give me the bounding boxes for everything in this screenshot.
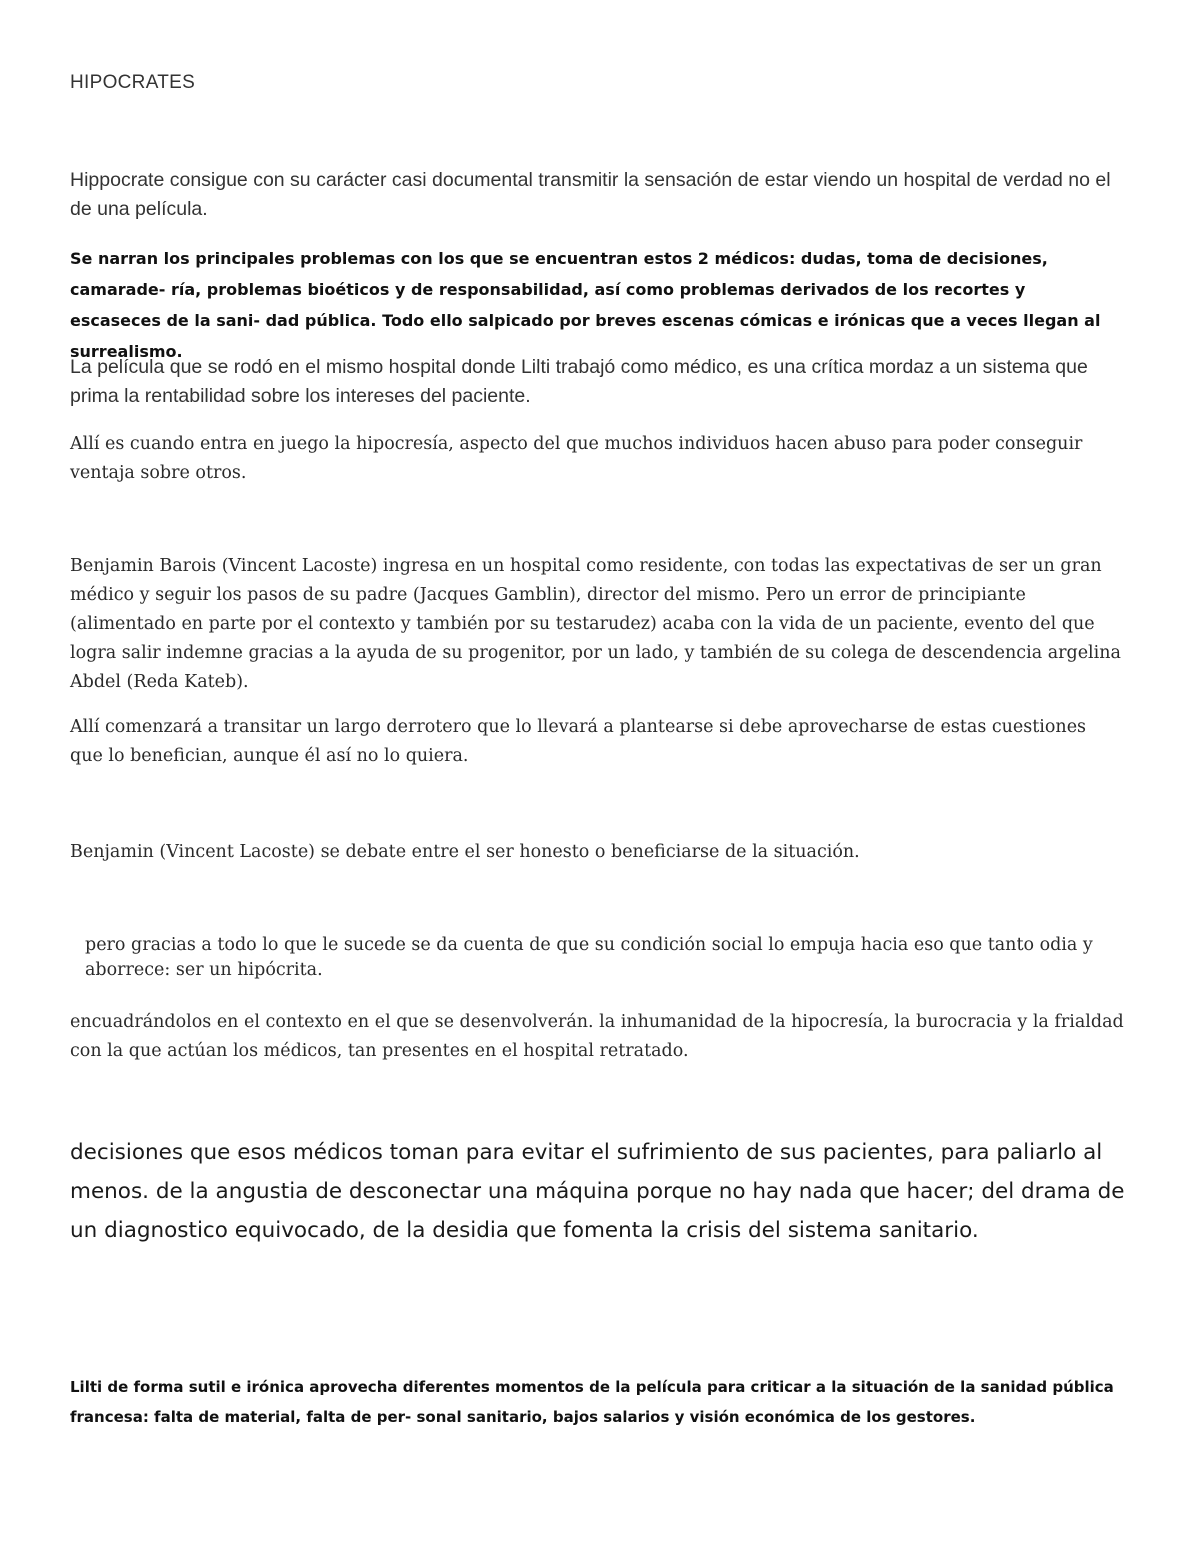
paragraph-documentary-intro: Hippocrate consigue con su carácter casi documental transmitir la sensación de estar viendo un hospital de verdad no el de una película.	[70, 169, 1111, 220]
paragraph-conclusion: Lilti de forma sutil e irónica aprovecha diferentes momentos de la película para criticar a la situación de la sanidad pública francesa: falta de material, falta de per- sonal sanitario, bajos salarios y visión económica de los gestores.	[70, 1378, 1114, 1426]
paragraph-plot: Benjamin Barois (Vincent Lacoste) ingresa en un hospital como residente, con todas las expectativas de ser un gran médico y seguir los pasos de su padre (Jacques Gamblin), director del mismo. Pero un error de principiante (alimentado en parte por el contexto y también por su testarudez) acaba con la vida de un paciente, evento del que logra salir indemne gracias a la ayuda de su progenitor, por un lado, y también de su colega de descendencia argelina Abdel (Reda Kateb).	[70, 556, 1121, 692]
paragraph-problems-summary: Se narran los principales problemas con los que se encuentran estos 2 médicos: dudas, toma de decisiones, camarade- ría, problemas bioéticos y de responsabilidad, así como problemas derivados de los recortes y escaseces de la sani- dad pública. Todo ello salpicado por breves escenas cómicas e irónicas que a veces llegan al surrealismo.	[70, 249, 1101, 361]
paragraph-context: encuadrándolos en el contexto en el que se desenvolverán. la inhumanidad de la hipocresía, la burocracia y la frialdad con la que actúan los médicos, tan presentes en el hospital retratado.	[70, 1012, 1124, 1061]
document-title: HIPOCRATES	[70, 72, 196, 93]
paragraph-critique: La película que se rodó en el mismo hospital donde Lilti trabajó como médico, es una crítica mordaz a un sistema que prima la rentabilidad sobre los intereses del paciente.	[70, 356, 1088, 407]
paragraph-hypocrisy: Allí es cuando entra en juego la hipocresía, aspecto del que muchos individuos hacen abuso para poder conseguir ventaja sobre otros.	[70, 434, 1083, 483]
paragraph-decisions: decisiones que esos médicos toman para evitar el sufrimiento de sus pacientes, para paliarlo al menos. de la angustia de desconectar una máquina porque no hay nada que hacer; del drama de un diagnostico equivocado, de la desidia que fomenta la crisis del sistema sanitario.	[70, 1140, 1125, 1243]
paragraph-path: Allí comenzará a transitar un largo derrotero que lo llevará a plantearse si debe aprovecharse de estas cuestiones que lo benefician, aunque él así no lo quiera.	[70, 717, 1087, 766]
paragraph-dilemma: Benjamin (Vincent Lacoste) se debate entre el ser honesto o beneficiarse de la situación.	[70, 842, 860, 862]
paragraph-hypocrite: pero gracias a todo lo que le sucede se da cuenta de que su condición social lo empuja hacia eso que tanto odia y aborrece: ser un hipócrita.	[85, 935, 1093, 980]
